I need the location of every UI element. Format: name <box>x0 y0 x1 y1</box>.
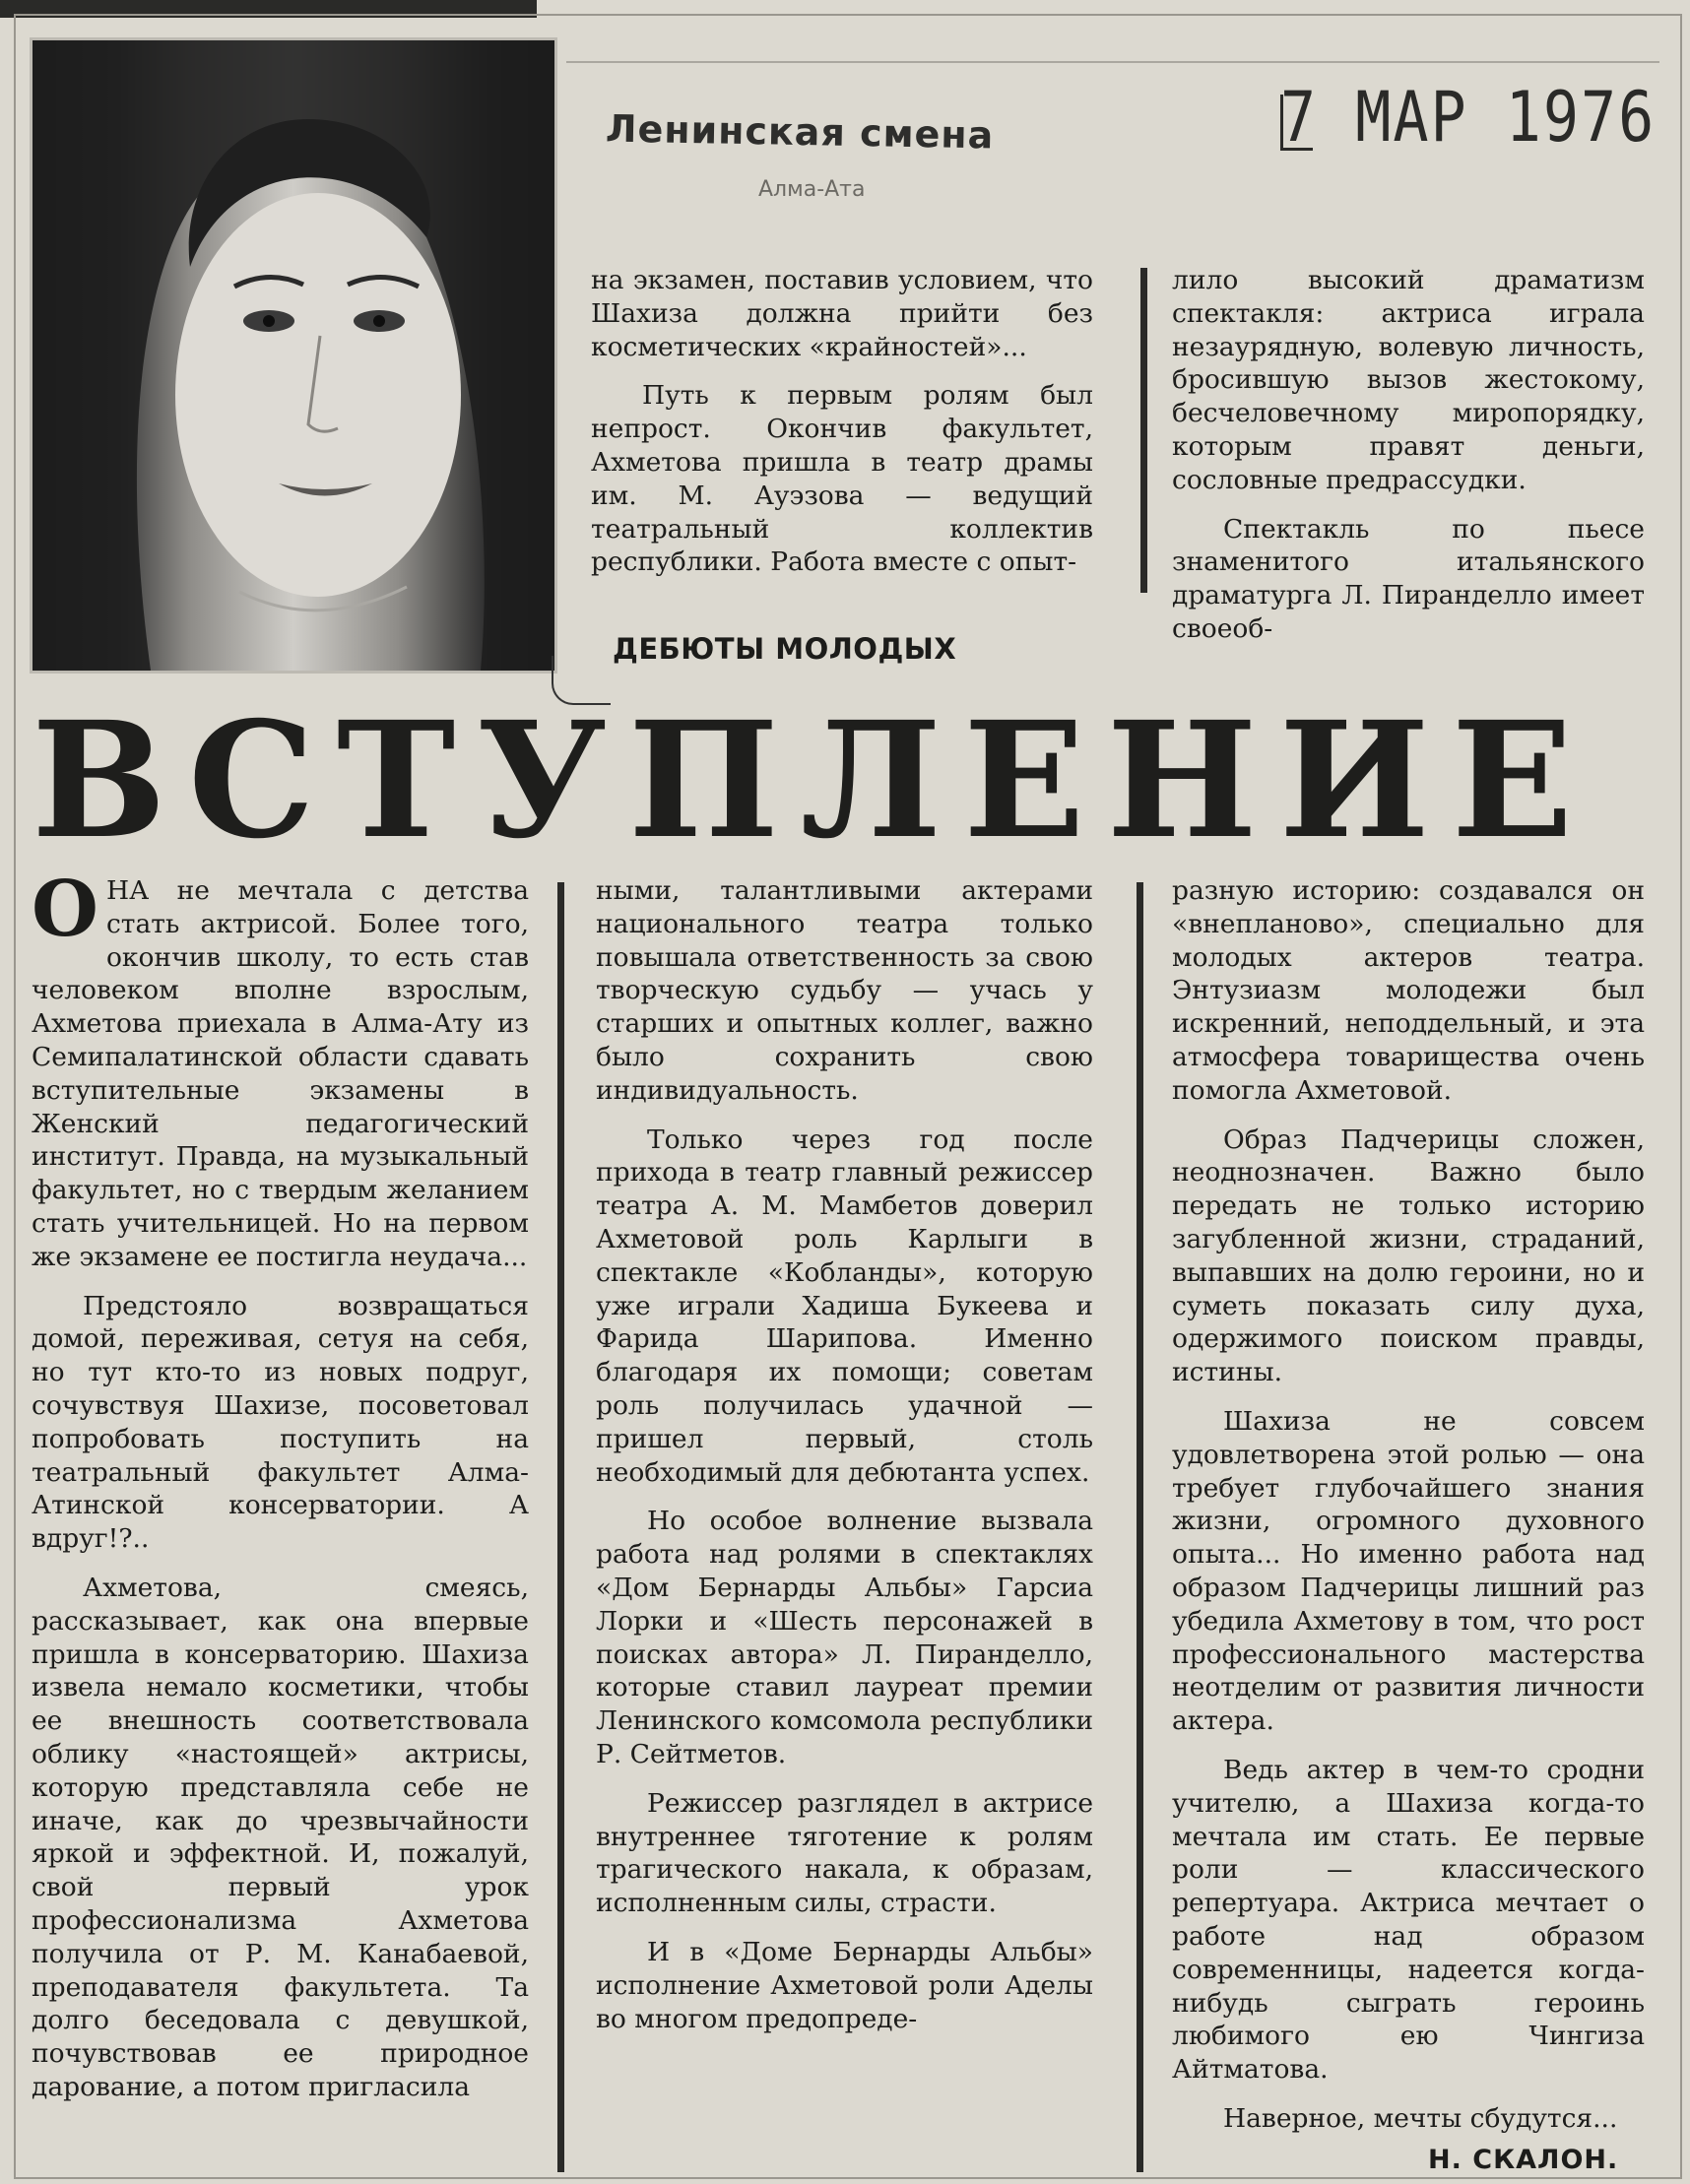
city-stamp: Алма-Ата <box>758 177 866 202</box>
paragraph: Образ Падчерицы сложен, неоднозначен. Важно было передать не только историю загубленной жизни, страданий, выпавших на долю героини, но и суметь показать силу духа, одержимого поиском правды, истины. <box>1172 1124 1645 1388</box>
newspaper-name-stamp: Ленинская смена <box>605 106 995 158</box>
paragraph: Только через год после прихода в театр главный режиссер театра А. М. Мамбетов доверил Ахметовой роль Карлыги в спектакле «Кобланды», которую уже играли Хадиша Букеева и Фарида Шарипова. Именно благодаря их помощи; советам роль получилась удачной — пришел первый, столь необходимый для дебютанта успех. <box>596 1124 1093 1488</box>
author-signature: Н. СКАЛОН. <box>1428 2145 1619 2175</box>
paragraph: Но особое волнение вызвала работа над ролями в спектаклях «Дом Бернарды Альбы» Гарсиа Лорки и «Шесть персонажей в поисках автора» Л. Пиранделло, которые ставил лауреат премии Ленинского комсомола республики Р. Сейтметов. <box>596 1506 1093 1769</box>
paragraph: Спектакль по пьесе знаменитого итальянского драматурга Л. Пиранделло имеет своеоб- <box>1172 513 1645 644</box>
paragraph: Наверное, мечты сбудутся... <box>1223 2102 1618 2134</box>
paragraph: И в «Доме Бернарды Альбы» исполнение Ахметовой роли Аделы во многом предопреде- <box>596 1936 1093 2034</box>
column-rule <box>1137 882 1143 2172</box>
top-column-1 <box>591 264 1093 579</box>
paragraph: лило высокий драматизм спектакля: актриса играла незаурядную, волевую личность, бросившую вызов жестокому, бесчеловечному миропорядку, которым правят деньги, сословные предрассудки. <box>1172 265 1645 495</box>
paragraph: разную историю: создавался он «внепланово», специально для молодых актеров театра. Энтузиазм молодежи был искренний, неподдельный, и эта атмосфера товарищества очень помогла Ахметовой. <box>1172 875 1645 1106</box>
actress-portrait-photo <box>30 37 557 674</box>
paragraph: Ведь актер в чем-то сродни учителю, а Шахиза когда-то мечтала им стать. Ее первые роли — классического репертуара. Актриса мечтает о работе над образом современницы, надеется когда-нибудь сыграть героинь любимого ею Чингиза Айтматова. <box>1172 1754 1645 2086</box>
column-rule <box>557 882 564 2172</box>
top-column-2 <box>1172 264 1645 646</box>
paragraph: на экзамен, поставив условием, что Шахиза должна прийти без косметических «крайностей»... <box>591 265 1093 362</box>
lead-paragraph <box>32 865 529 1274</box>
main-column-3 <box>1172 874 1645 2136</box>
paragraph: ными, талантливыми актерами национального театра только повышала ответственность за свою творческую судьбу — учась у старших и опытных коллег, важно было сохранить свою индивидуальность. <box>596 875 1093 1106</box>
portrait-drawing <box>32 40 554 671</box>
main-column-1 <box>32 865 529 2104</box>
paragraph: Шахиза не совсем удовлетворена этой ролью — она требует глубочайшего знания жизни, огромного духовного опыта... Но именно работа над образом Падчерицы лишний раз убедила Ахметову в том, что рост профессионального мастерства неотделим от развития личности актера. <box>1172 1405 1645 1737</box>
main-column-2 <box>596 874 1093 2035</box>
drop-cap: О <box>32 865 98 954</box>
rubric-label: ДЕБЮТЫ МОЛОДЫХ <box>613 632 957 666</box>
lead-text: НА не мечтала с детства стать актрисой. Более того, окончив школу, то есть став человеком вполне взрослым, Ахметова приехала в Алма-Ату из Семипалатинской области сдавать вступительные экзамены в Женский педагогический институт. Правда, на музыкальный факультет, но с твердым желанием стать учительницей. Но на первом же экзамене ее постигла неудача... <box>32 875 529 1272</box>
paragraph: Ахметова, смеясь, рассказывает, как она впервые пришла в консерваторию. Шахиза извела немало косметики, чтобы ее внешность соответствовала облику «настоящей» актрисы, которую представляла себе не иначе, как до чрезвычайности яркой и эффектной. И, пожалуй, свой первый урок профессионализма Ахметова получила от Р. М. Канабаевой, преподавателя факультета. Та долго беседовала с девушкой, почувствовав ее природное дарование, а потом пригласила <box>32 1572 529 2102</box>
column-rule <box>1140 268 1147 593</box>
paragraph: Предстояло возвращаться домой, переживая, сетуя на себя, но тут кто-то из новых подруг, сочувствуя Шахизе, посоветовал попробовать поступить на театральный факультет Алма-Атинской консерватории. А вдруг!?.. <box>32 1290 529 1555</box>
paragraph: Путь к первым ролям был непрост. Окончив факультет, Ахметова пришла в театр драмы им. М. Ауэзова — ведущий театральный коллектив республики. Работа вместе с опыт- <box>591 380 1093 578</box>
date-stamp: 7 МАР 1976 <box>1280 77 1657 159</box>
paragraph: Режиссер разглядел в актрисе внутреннее тяготение к ролям трагического накала, к образам, исполненным силы, страсти. <box>596 1787 1093 1919</box>
article-headline: ВСТУПЛЕНИЕ <box>32 687 1595 874</box>
